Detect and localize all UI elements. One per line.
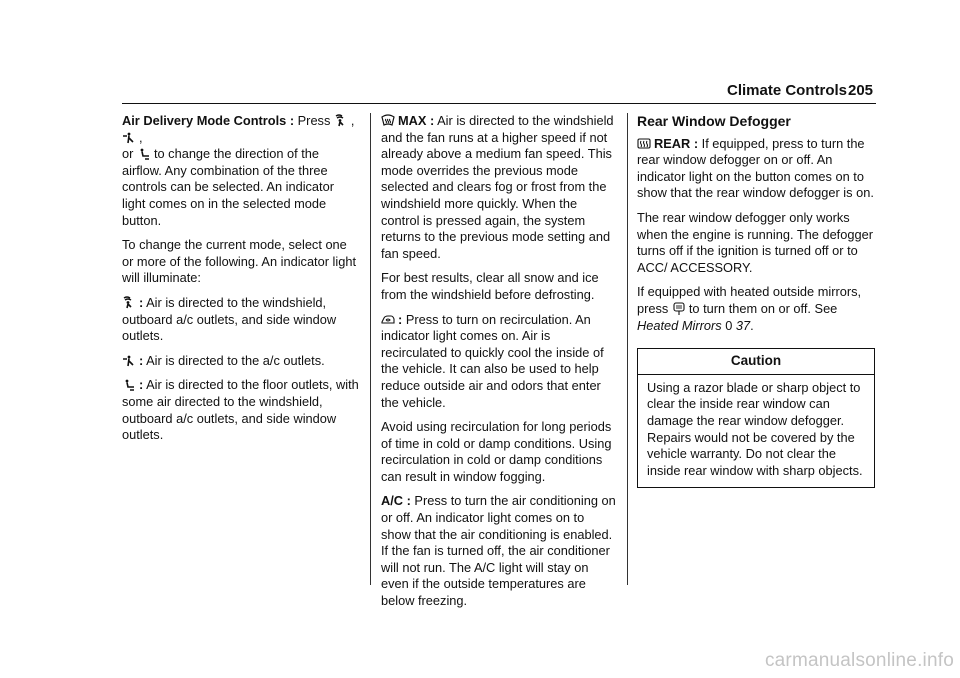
floor-mode-text: Air is directed to the floor outlets, with some air directed to the windshield, outboard a/c outlets, and side window outlets. xyxy=(122,377,359,443)
floor-mode-paragraph xyxy=(122,377,360,443)
recirculation-icon xyxy=(381,313,395,327)
column-divider-1 xyxy=(370,113,371,585)
press-text: Press xyxy=(297,113,331,128)
header-title: Climate Controls xyxy=(727,82,848,99)
colon: : xyxy=(139,352,144,368)
air-delivery-label: Air Delivery Mode Controls : xyxy=(122,113,295,128)
heated-mirrors-text: If equipped with heated outside mirrors, press xyxy=(637,284,862,316)
column-2 xyxy=(381,113,617,618)
defog-mode-icon xyxy=(334,114,348,128)
heated-mirror-icon xyxy=(672,302,686,316)
max-defrost-text: Air is directed to the windshield and the fan runs at a higher speed if not already above a medium fan speed. This mode overrides the previous mode selected and clears fog or frost from the windshield more quickly. When the control is pressed again, the system returns to the previous mode setting and fan speed. xyxy=(381,113,614,261)
heated-mirrors-link[interactable]: Heated Mirrors xyxy=(637,317,722,333)
defog-mode-paragraph xyxy=(122,295,360,345)
rear-defogger-text: If equipped, press to turn the rear window defogger on or off. An indicator light on the button comes on to show that the rear window defogger is on. xyxy=(637,135,874,201)
max-label: MAX : xyxy=(398,113,435,128)
or-text: or xyxy=(122,146,134,162)
colon: : xyxy=(139,294,144,310)
page-number: 205 xyxy=(848,82,874,99)
recirculation-text: Press to turn on recirculation. An indicator light comes on. Air is recirculated to quickly cool the inside of the vehicle. It can also be used to help reduce outside air and odors that enter the vehicle. xyxy=(381,311,604,410)
air-delivery-text: to change the direction of the airflow. Any combination of the three controls can be selected. An indicator light comes on in the selected mode button. xyxy=(122,146,334,228)
recirculation-warning-paragraph: Avoid using recirculation for long periods of time in cold or damp conditions. Using recirculation in cold or damp conditions can result in window fogging. xyxy=(381,419,612,484)
header-rule xyxy=(122,103,876,104)
rear-label: REAR : xyxy=(654,135,699,151)
vent-mode-paragraph xyxy=(122,353,360,370)
caution-text: Using a razor blade or sharp object to clear the inside rear window can damage the rear window defogger. Repairs would not be covered by the vehicle warranty. Do not clear the inside rear window with sharp objects. xyxy=(647,379,863,478)
floor-mode-icon xyxy=(137,147,151,161)
heated-mirrors-text-2: to turn them on or off. See xyxy=(688,300,838,316)
max-defrost-icon xyxy=(381,114,395,128)
vent-mode-icon xyxy=(122,131,136,145)
vent-mode-text: Air is directed to the a/c outlets. xyxy=(146,352,325,368)
defog-mode-icon xyxy=(122,296,136,310)
colon: : xyxy=(139,377,144,393)
ac-label: A/C : xyxy=(381,493,411,509)
page-ref[interactable]: 37 xyxy=(735,317,751,333)
mode-select-paragraph: To change the current mode, select one or more of the following. An indicator light will illuminate: xyxy=(122,237,357,286)
vent-mode-icon xyxy=(122,354,136,368)
heated-mirrors-paragraph xyxy=(637,284,875,334)
caution-box xyxy=(637,348,875,488)
colon: : xyxy=(398,311,403,327)
column-1 xyxy=(122,113,360,452)
defrost-tip-paragraph: For best results, clear all snow and ice from the windshield before defrosting. xyxy=(381,270,599,302)
section-title: Rear Window Defogger xyxy=(637,113,791,129)
page-ref-arrow: 0 xyxy=(725,317,733,333)
caution-title: Caution xyxy=(638,349,874,375)
defogger-engine-paragraph: The rear window defogger only works when the engine is running. The defogger turns off if the ignition is turned off or to ACC/ ACCESSORY. xyxy=(637,209,873,275)
watermark: carmanualsonline.info xyxy=(764,650,954,671)
air-delivery-paragraph xyxy=(122,113,360,229)
separator: , xyxy=(139,129,143,145)
column-3 xyxy=(637,113,875,488)
floor-mode-icon xyxy=(122,378,136,392)
ac-text: Press to turn the air conditioning on or off. An indicator light comes on to show that the air conditioning is enabled. If the fan is turned off, the air conditioner will not run. The A/C light will stay on even if the outside temperatures are below freezing. xyxy=(381,493,616,609)
rear-defog-icon xyxy=(637,137,651,151)
separator: , xyxy=(350,113,355,128)
period: . xyxy=(750,317,754,333)
defog-mode-text: Air is directed to the windshield, outboard a/c outlets, and side window outlets. xyxy=(122,294,337,344)
rear-defogger-paragraph xyxy=(637,136,875,202)
column-divider-2 xyxy=(627,113,628,585)
recirculation-paragraph xyxy=(381,312,617,412)
ac-paragraph xyxy=(381,493,617,609)
max-defrost-paragraph xyxy=(381,113,617,262)
